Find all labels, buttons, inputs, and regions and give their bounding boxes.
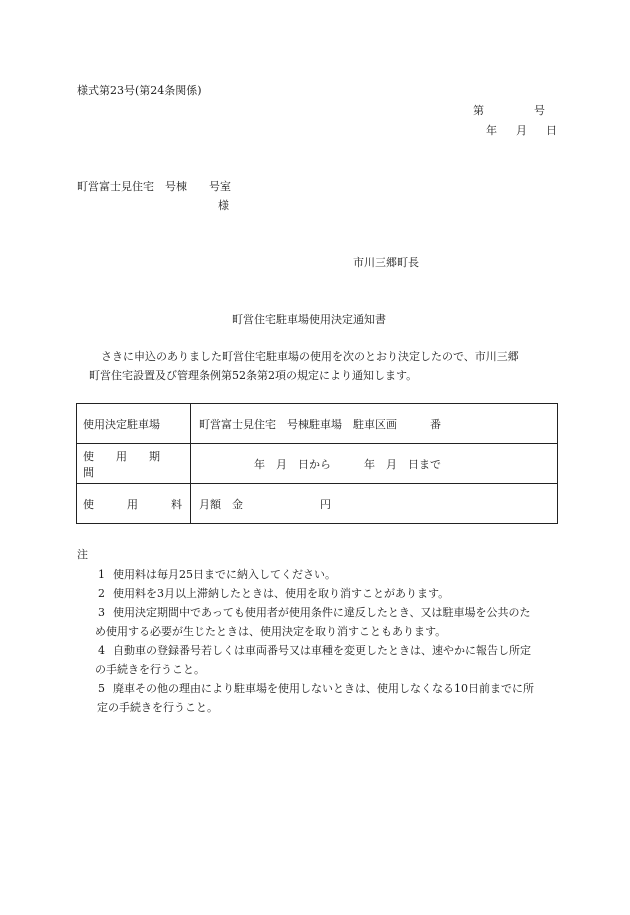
note-text: 使用料は毎月25日までに納入してください。 <box>113 568 336 581</box>
note-text-continued: め使用する必要が生じたときは、使用決定を取り消すこともあります。 <box>95 625 447 638</box>
note-number: 2 <box>98 587 105 600</box>
note-text-continued: 定の手続きを行うこと。 <box>97 701 218 714</box>
note-item <box>77 603 567 622</box>
note-number: 3 <box>98 606 105 619</box>
note-text: 自動車の登録番号若しくは車両番号又は車種を変更したときは、速やかに報告し所定 <box>113 644 531 657</box>
date-month: 月 <box>516 124 527 137</box>
notes-header: 注 <box>77 548 88 561</box>
note-item <box>77 584 567 603</box>
doc-no-suffix: 号 <box>534 104 545 117</box>
note-text: 使用決定期間中であっても使用者が使用条件に違反したとき、又は駐車場を公共のた <box>113 606 531 619</box>
addressee-honorific: 様 <box>218 199 229 212</box>
issuer-name: 市川三郷町長 <box>353 256 419 269</box>
row-label: 使 用 料 <box>77 484 191 524</box>
note-number: 4 <box>98 644 105 657</box>
note-number: 1 <box>98 568 105 581</box>
row-value: 年 月 日から 年 月 日まで <box>191 444 558 484</box>
body-line-2: 町営住宅設置及び管理条例第52条第2項の規定により通知します。 <box>89 369 418 382</box>
note-item <box>77 641 567 660</box>
document-number <box>473 104 545 118</box>
body-line-1: さきに申込のありました町営住宅駐車場の使用を次のとおり決定したので、市川三郷 <box>101 350 519 363</box>
table-row <box>77 444 558 484</box>
date-year: 年 <box>486 124 497 137</box>
document-title: 町営住宅駐車場使用決定通知書 <box>232 313 386 326</box>
row-value: 月額 金 円 <box>191 484 558 524</box>
table-row <box>77 484 558 524</box>
table-row <box>77 404 558 444</box>
body-text <box>77 347 565 385</box>
notes-section <box>77 545 567 717</box>
form-number: 様式第23号(第24条関係) <box>77 84 202 97</box>
note-text: 廃車その他の理由により駐車場を使用しないときは、使用しなくなる10日前までに所 <box>113 682 534 695</box>
decision-table <box>76 403 558 524</box>
note-text: 使用料を3月以上滞納したときは、使用を取り消すことがあります。 <box>113 587 450 600</box>
note-number: 5 <box>98 682 105 695</box>
note-item <box>77 565 567 584</box>
note-item <box>77 679 567 698</box>
doc-no-prefix: 第 <box>473 104 484 117</box>
row-label: 使用決定駐車場 <box>77 404 191 444</box>
row-label: 使 用 期 間 <box>77 444 191 484</box>
addressee-address: 町営富士見住宅 号棟 号室 <box>77 180 231 193</box>
row-value: 町営富士見住宅 号棟駐車場 駐車区画 番 <box>191 404 558 444</box>
date-day: 日 <box>546 124 557 137</box>
note-text-continued: の手続きを行うこと。 <box>95 663 205 676</box>
document-date <box>486 124 557 138</box>
